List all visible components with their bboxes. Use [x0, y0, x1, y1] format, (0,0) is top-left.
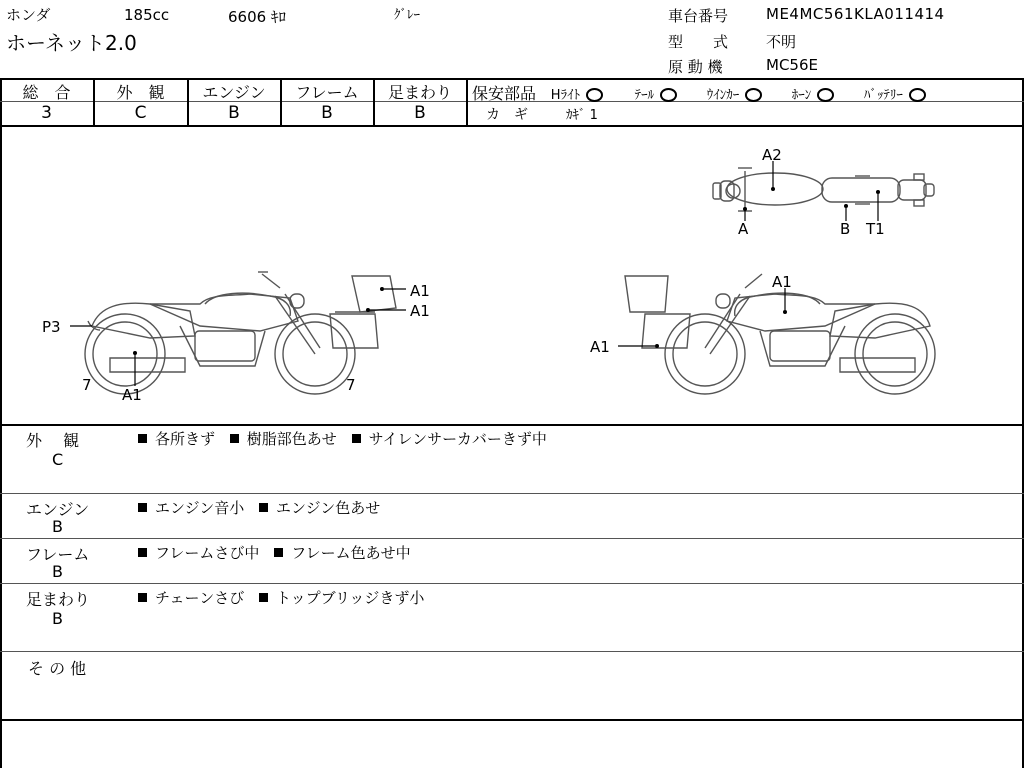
bike-right-view [625, 274, 935, 394]
safety-item-headlight: Hﾗｲﾄ [550, 88, 581, 103]
section-grade-suspension: B [52, 609, 63, 628]
divider [0, 651, 1024, 652]
safety-item-winker: ｳｲﾝｶｰ [706, 88, 740, 103]
damage-diagram [0, 126, 1024, 424]
grade-exterior: C [134, 103, 147, 123]
label-7-right: 7 [346, 376, 356, 394]
grade-header-frame: フレーム [295, 83, 359, 102]
section-notes-suspension [138, 587, 434, 608]
label-a1-left-top: A1 [410, 282, 430, 300]
bullet-square-icon [274, 548, 283, 557]
divider [0, 493, 1024, 494]
ok-circle-icon [909, 88, 926, 102]
key-label: カ ギ [486, 107, 528, 123]
section-grade-exterior: C [52, 450, 64, 469]
label-a1-left-mid: A1 [410, 302, 430, 320]
ok-circle-icon [586, 88, 603, 102]
frame-no-label: 車台番号 [668, 7, 729, 25]
divider [0, 583, 1024, 584]
section-title-exterior: 外 観 [26, 431, 80, 450]
bike-top-view [713, 168, 934, 211]
grade-header-engine: エンジン [202, 83, 266, 102]
section-title-frame: フレーム [26, 545, 90, 564]
mileage: 6606 ｷﾛ [228, 8, 286, 26]
section-notes-engine [138, 497, 390, 518]
note-item: エンジン色あせ [276, 499, 381, 517]
label-a1-right-top: A1 [772, 273, 792, 291]
note-item: 各所きず [155, 430, 216, 448]
section-notes-frame [138, 542, 421, 563]
section-grade-engine: B [52, 517, 63, 536]
section-grade-frame: B [52, 562, 63, 581]
section-title-engine: エンジン [26, 500, 90, 519]
label-a1-right-left: A1 [590, 338, 610, 356]
label-a2: A2 [762, 146, 782, 164]
grade-engine: B [228, 103, 240, 123]
label-b: B [840, 220, 851, 238]
section-title-other: そ の 他 [28, 659, 87, 678]
divider [0, 719, 1024, 721]
safety-item-battery: ﾊﾞｯﾃﾘｰ [863, 88, 903, 103]
bullet-square-icon [138, 548, 147, 557]
safety-label: 保安部品 [472, 84, 537, 103]
grade-frame: B [321, 103, 333, 123]
type-value: 不明 [766, 33, 797, 51]
grade-header-total: 総 合 [22, 83, 71, 102]
divider [0, 538, 1024, 539]
ok-circle-icon [745, 88, 762, 102]
label-7-left: 7 [82, 376, 92, 394]
engine-value: MC56E [766, 56, 818, 74]
bullet-square-icon [259, 503, 268, 512]
color: ｸﾞﾚｰ [394, 8, 420, 23]
maker: ホンダ [6, 6, 51, 24]
grade-suspension: B [414, 103, 426, 123]
model-name: ホーネット2.0 [6, 31, 137, 55]
safety-parts-row [472, 81, 926, 104]
label-a: A [738, 220, 749, 238]
note-item: エンジン音小 [155, 499, 245, 517]
grade-header-exterior: 外 観 [116, 83, 165, 102]
grade-total: 3 [41, 103, 52, 123]
label-a1-left-bottom: A1 [122, 386, 142, 404]
label-p3: P3 [42, 318, 61, 336]
ok-circle-icon [660, 88, 677, 102]
note-item: サイレンサーカバーきず中 [368, 430, 547, 448]
divider [0, 424, 1024, 426]
note-item: 樹脂部色あせ [246, 430, 337, 448]
bullet-square-icon [352, 434, 361, 443]
note-item: チェーンさび [155, 589, 245, 607]
bullet-square-icon [259, 593, 268, 602]
label-t1: T1 [866, 220, 885, 238]
grade-header-suspension: 足まわり [387, 83, 452, 102]
displacement: 185cc [124, 6, 170, 24]
note-item: フレーム色あせ中 [291, 544, 411, 562]
note-item: フレームさび中 [155, 544, 260, 562]
bullet-square-icon [138, 593, 147, 602]
bullet-square-icon [138, 434, 147, 443]
divider [466, 78, 468, 126]
section-notes-exterior [138, 428, 557, 449]
safety-item-tail: ﾃｰﾙ [634, 88, 655, 103]
engine-label: 原 動 機 [668, 58, 723, 76]
frame-no: ME4MC561KLA011414 [766, 5, 945, 23]
bullet-square-icon [230, 434, 239, 443]
note-item: トップブリッジきず小 [276, 589, 425, 607]
safety-item-horn: ﾎｰﾝ [791, 88, 812, 103]
section-title-suspension: 足まわり [26, 590, 91, 609]
type-label: 型 式 [668, 33, 729, 51]
ok-circle-icon [817, 88, 834, 102]
bullet-square-icon [138, 503, 147, 512]
key-value: ｶｷﾞ 1 [566, 108, 598, 123]
